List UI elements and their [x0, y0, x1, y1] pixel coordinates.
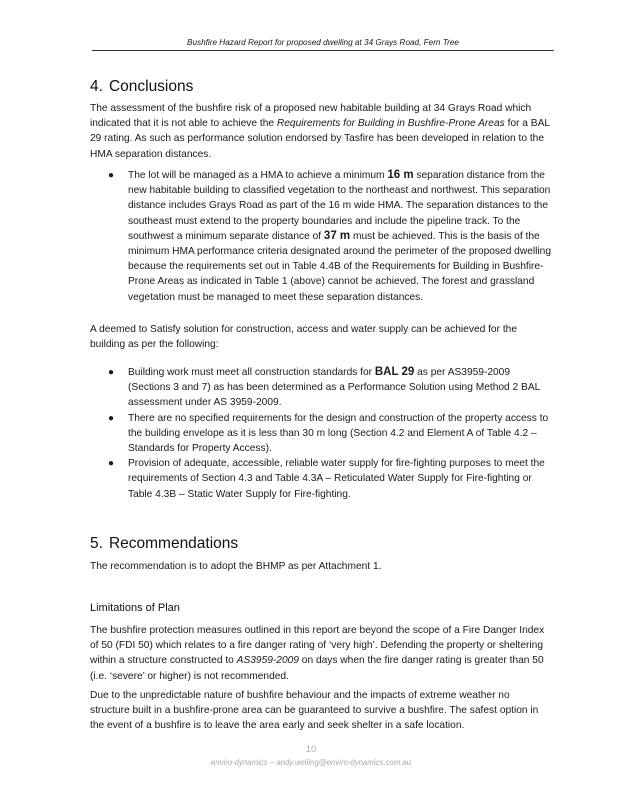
- hma-text-3: must be achieved. This is the basis of the minimum HMA performance criteria designated around the perimeter of the proposed dwelling because the requirements set out in Table 4.4B of the Requirements for Building in Bushfire-Prone Areas as indicated in Table 1 (above) cannot be achieved. The forest and grassland vegetation must be managed to meet these separation distances.: [128, 230, 551, 303]
- conclusions-intro: [90, 101, 552, 162]
- hma-text-1: The lot will be managed as a HMA to achieve a minimum: [128, 170, 388, 181]
- intro-text-2: for a BAL 29 rating. As such as performance solution endorsed by Tasfire has been developed in relation to the HMA separation distances.: [90, 118, 550, 160]
- bal-rating: BAL 29: [374, 366, 415, 378]
- access-text: There are no specified requirements for the design and construction of the property access to the building envelope as it is less than 30 m long (Section 4.2 and Element A of Table 4.2 – Standards for Property Access).: [128, 412, 549, 455]
- list-item-access: [90, 411, 552, 457]
- limitations-paragraph-1: [90, 623, 552, 684]
- bullet-icon: ●: [108, 458, 115, 470]
- list-item-hma: [90, 168, 552, 305]
- list-item-construction: [90, 365, 552, 411]
- recommendations-heading: [90, 535, 552, 553]
- dts-bullet-list: [90, 365, 552, 502]
- conclusions-bullet-list: [90, 168, 552, 305]
- limitations-paragraph-2: [90, 688, 552, 734]
- hma-text-2: separation distance from the new habitable building to classified vegetation to the northeast and northwest. This separation distance includes Grays Road as part of the 16 m wide HMA. The separation distances to the southeast must extend to the property boundaries and include the pipeline track. To the southwest a minimum separate distance of: [128, 170, 551, 242]
- bullet-icon: ●: [108, 367, 115, 378]
- water-text: Provision of adequate, accessible, reliable water supply for fire-fighting purposes to meet the requirements of Section 4.3 and Table 4.3A – Reticulated Water Supply for Fire-fighting or Table 4.3B – Static Water Supply for Fire-fighting.: [128, 458, 545, 500]
- recommendations-title: Recommendations: [108, 535, 239, 552]
- standard-reference: AS3959-2009: [236, 655, 299, 667]
- recommendations-paragraph: The recommendation is to adopt the BHMP as per Attachment 1.: [90, 561, 382, 572]
- section-limitations: [90, 602, 552, 614]
- hma-distance-2: 37 m: [323, 229, 351, 242]
- recommendations-body: [90, 559, 552, 574]
- conclusions-number: 4.: [90, 78, 103, 95]
- construction-text-1: Building work must meet all construction standards for: [128, 367, 375, 378]
- footer-contact: enviro-dynamics – andy.welling@enviro-dynamics.com.au: [210, 758, 412, 767]
- fdi-text-1: The bushfire protection measures outlined in this report are beyond the scope of a Fire Danger Index of 50 (FDI 50) which relates to a fire danger rating of ‘very high’. Defending the property or sheltering within a structure constructed to: [90, 625, 545, 667]
- conclusions-heading: [90, 78, 552, 96]
- conclusions-title: Conclusions: [108, 78, 194, 95]
- dts-intro: [90, 322, 552, 352]
- intro-text-1: The assessment of the bushfire risk of a proposed new habitable building at 34 Grays Road which indicated that it is not able to achieve the: [90, 103, 532, 130]
- bullet-icon: ●: [108, 412, 115, 424]
- limitations-heading: Limitations of Plan: [90, 602, 180, 614]
- conclusions-intro-paragraph: [90, 101, 552, 162]
- bullet-icon: ●: [108, 170, 115, 181]
- limitations-fdi-paragraph: [90, 623, 552, 684]
- construction-text-2: as per AS3959-2009 (Sections 3 and 7) as has been determined as a Performance Solution using Method 2 BAL assessment under AS 3959-2009.: [128, 367, 540, 409]
- fdi-text-2: on days when the fire danger rating is greater than 50 (i.e. ‘severe’ or higher) is not recommended.: [90, 655, 544, 682]
- intro-italic-title: Requirements for Building in Bushfire-Prone Areas: [276, 118, 505, 130]
- running-header: Bushfire Hazard Report for proposed dwelling at 34 Grays Road, Fern Tree: [92, 38, 554, 51]
- dts-intro-paragraph: A deemed to Satisfy solution for construction, access and water supply can be achieved for the building as per the following:: [90, 324, 517, 351]
- page-number: 10: [305, 744, 317, 755]
- section-conclusions: [90, 78, 552, 96]
- hma-distance-1: 16 m: [387, 169, 414, 181]
- section-recommendations: [90, 535, 552, 553]
- limitations-safety-paragraph: Due to the unpredictable nature of bushfire behaviour and the impacts of extreme weather no structure built in a bushfire-prone area can be guaranteed to survive a bushfire. The safest option in the event of a bushfire is to leave the area early and seek shelter in a safe location.: [90, 690, 539, 732]
- list-item-water: [90, 456, 552, 502]
- recommendations-number: 5.: [90, 535, 103, 552]
